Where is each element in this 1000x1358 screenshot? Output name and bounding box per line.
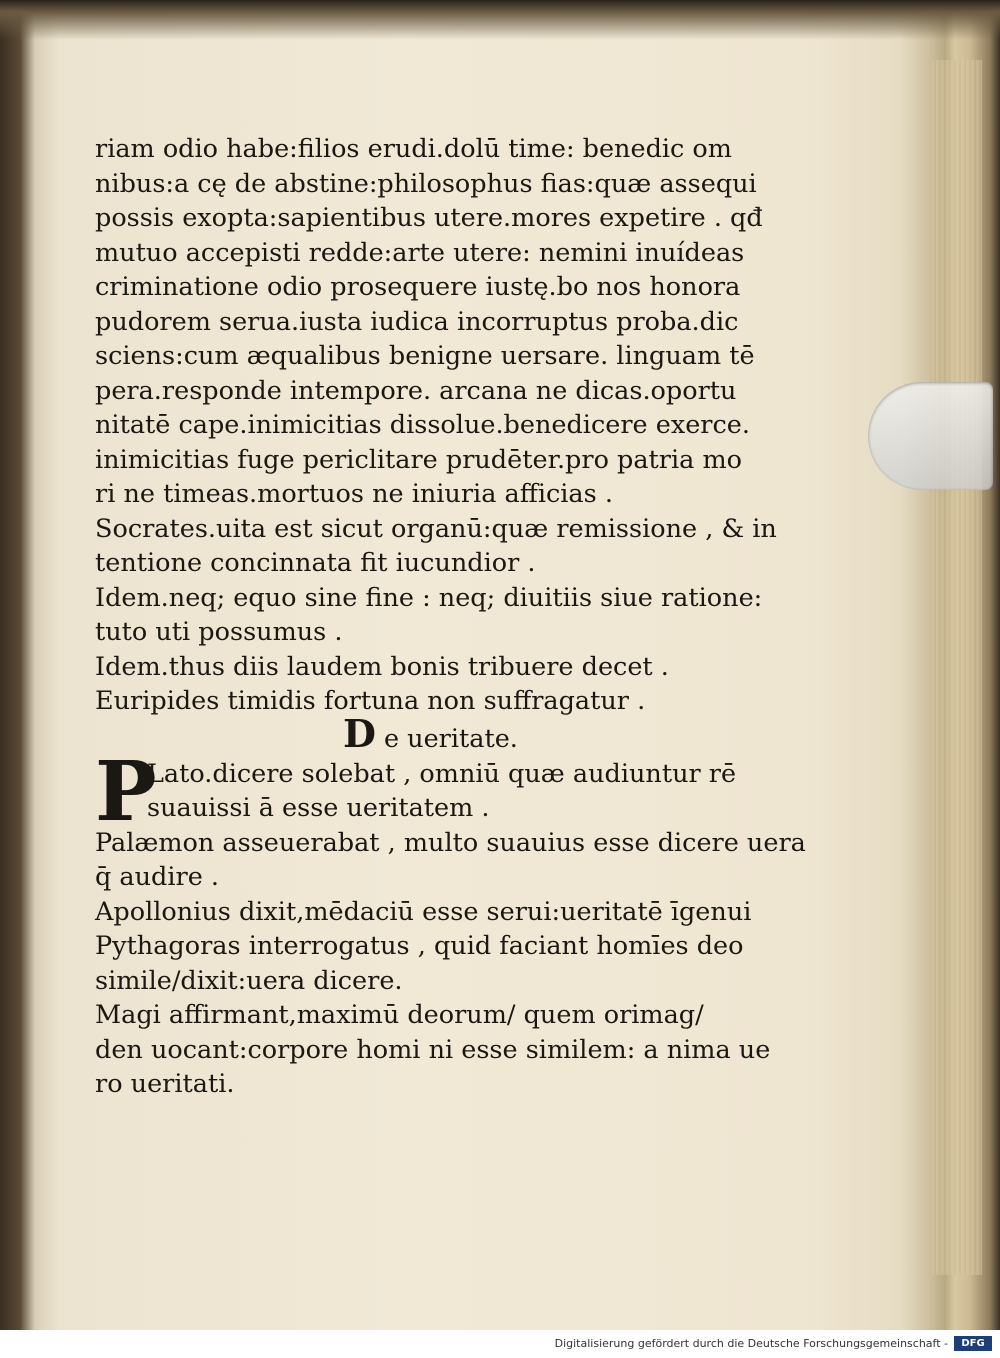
text-line: nibus:a cę de abstine:philosophus fias:quæ assequi xyxy=(95,168,757,199)
heading-dropcap: D xyxy=(343,710,376,756)
plastic-bookmark-clip xyxy=(868,382,993,490)
text-line: ro ueritati. xyxy=(95,1069,235,1099)
text-line: tuto uti possumus . xyxy=(95,617,343,647)
page-fore-edge xyxy=(932,60,982,1275)
text-line: Lato.dicere solebat , omniū quæ audiuntur rē xyxy=(147,758,737,789)
text-line: Socrates.uita est sicut organū:quæ remissione , & in xyxy=(95,513,777,544)
text-line: criminatione odio prosequere iustę.bo nos honora xyxy=(95,272,741,302)
lines-after-heading xyxy=(95,826,806,1102)
text-line: Idem.neq; equo sine fine : neq; diuitiis siue ratione: xyxy=(95,582,763,613)
text-line: Pythagoras interrogatus , quid faciant homīes deo xyxy=(95,931,744,961)
page-top-shadow xyxy=(0,0,1000,40)
section-heading xyxy=(95,710,800,757)
text-line: riam odio habe:filios erudi.dolū time: benedic om xyxy=(95,134,732,164)
text-line: q̄ audire . xyxy=(95,862,220,892)
text-line: nitatē cape.inimicitias dissolue.benedicere exerce. xyxy=(95,410,750,440)
text-line: inimicitias fuge periclitare prudēter.pro patria mo xyxy=(95,444,742,475)
text-line: pera.responde intempore. arcana ne dicas.oportu xyxy=(95,375,737,406)
text-line: Magi affirmant,maximū deorum/ quem orimag/ xyxy=(95,1000,704,1030)
text-line: Palæmon asseuerabat , multo suauius esse dicere uera xyxy=(95,827,806,858)
dfg-logo: DFG xyxy=(954,1336,992,1351)
page-text xyxy=(95,132,806,1102)
text-line: ri ne timeas.mortuos ne iniuria afficias . xyxy=(95,479,613,509)
text-line: Idem.thus diis laudem bonis tribuere decet . xyxy=(95,651,669,682)
text-line: simile/dixit:uera dicere. xyxy=(95,965,403,996)
heading-text: e ueritate. xyxy=(383,723,518,754)
text-line: tentione concinnata fit iucundior . xyxy=(95,548,536,578)
text-line: Euripides timidis fortuna non suffragatur . xyxy=(95,686,646,716)
text-line: sciens:cum æqualibus benigne uersare. linguam tē xyxy=(95,341,755,371)
text-line: Apollonius dixit,mēdaciū esse serui:ueritatē īgenui xyxy=(95,896,752,927)
plato-paragraph xyxy=(95,743,800,840)
footer-credit: Digitalisierung gefördert durch die Deutsche Forschungsgemeinschaft - xyxy=(554,1337,948,1350)
text-line: possis exopta:sapientibus utere.mores expetire . qđ xyxy=(95,203,763,233)
text-line: mutuo accepisti redde:arte utere: nemini inuídeas xyxy=(95,237,745,268)
lines-before-heading xyxy=(95,132,800,719)
text-line: suauissi ā esse ueritatem . xyxy=(147,793,490,823)
text-line: den uocant:corpore homi ni esse similem: a nima ue xyxy=(95,1034,771,1065)
text-line: pudorem serua.iusta iudica incorruptus proba.dic xyxy=(95,306,739,337)
initial-letter: P xyxy=(95,743,157,840)
